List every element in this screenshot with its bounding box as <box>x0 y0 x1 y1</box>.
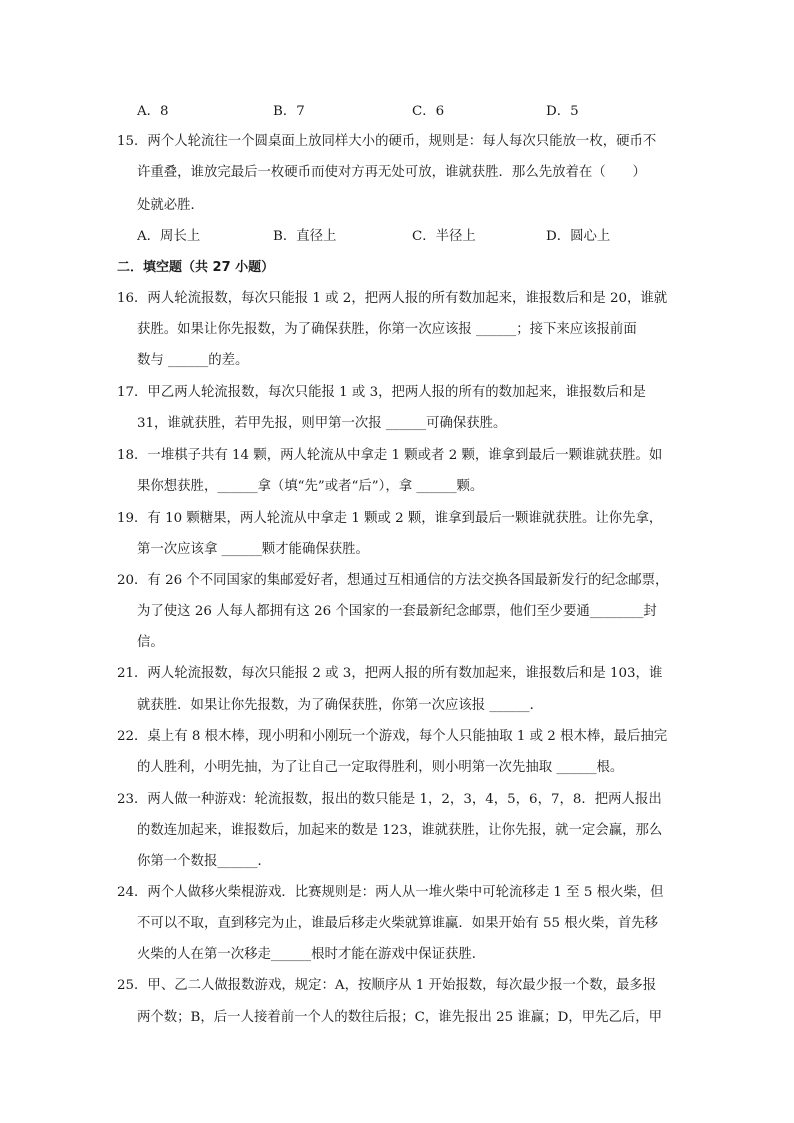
q21-line-2: 就获胜．如果让你先报数，为了确保获胜，你第一次应该报 ______． <box>137 698 543 713</box>
q19-line-1: 19．有 10 颗糖果，两人轮流从中拿走 1 颗或 2 颗，谁拿到最后一颗谁就获胜。让你先拿， <box>117 511 663 526</box>
q16-line-2: 获胜。如果让你先报数，为了确保获胜，你第一次应该报 ______；接下来应该报前面 <box>137 322 637 337</box>
q15-option-d: D．圆心上 <box>546 229 611 244</box>
q14-option-a: A．8 <box>137 104 169 119</box>
q23-line-3: 你第一个数报______． <box>137 854 271 869</box>
q14-option-b: B．7 <box>273 104 305 119</box>
q15-option-a: A．周长上 <box>137 229 201 244</box>
q15-option-b: B．直径上 <box>273 229 337 244</box>
q15-option-c: C．半径上 <box>412 229 476 244</box>
q14-option-c: C．6 <box>412 104 445 119</box>
q20-line-2: 为了使这 26 人每人都拥有这 26 个国家的一套最新纪念邮票，他们至少要通________封 <box>137 604 657 619</box>
q24-line-3: 火柴的人在第一次移走______根时才能在游戏中保证获胜． <box>137 947 486 962</box>
q19-line-2: 第一次应该拿 ______颗才能确保获胜。 <box>137 542 369 557</box>
q22-line-1: 22．桌上有 8 根木棒，现小明和小刚玩一个游戏，每个人只能抽取 1 或 2 根木棒，最后抽完 <box>117 729 668 744</box>
q15-line-2: 许重叠，谁放完最后一枚硬币而使对方再无处可放，谁就获胜．那么先放着在（ ） <box>137 165 646 180</box>
q24-line-1: 24．两个人做移火柴棍游戏．比赛规则是：两人从一堆火柴中可轮流移走 1 至 5 根火柴，但 <box>117 885 664 900</box>
q23-line-2: 的数连加起来，谁报数后，加起来的数是 123，谁就获胜，让你先报，就一定会赢，那么 <box>137 823 663 838</box>
q20-line-3: 信。 <box>137 635 164 650</box>
q18-line-1: 18．一堆棋子共有 14 颗，两人轮流从中拿走 1 颗或者 2 颗，谁拿到最后一颗谁就获胜。如 <box>117 448 663 463</box>
q24-line-2: 不可以不取，直到移完为止，谁最后移走火柴就算谁赢．如果开始有 55 根火柴，首先移 <box>137 916 659 931</box>
q16-line-1: 16．两人轮流报数，每次只能报 1 或 2，把两人报的所有数加起来，谁报数后和是 20，谁就 <box>117 291 668 306</box>
q25-line-2: 两个数；B，后一人接着前一个人的数往后报；C，谁先报出 25 谁赢；D，甲先乙后，甲 <box>137 1010 663 1025</box>
q17-line-2: 31，谁就获胜，若甲先报，则甲第一次报 ______可确保获胜。 <box>137 416 507 431</box>
q18-line-2: 果你想获胜，______拿（填“先”或者“后”），拿 ______颗。 <box>137 479 484 494</box>
q17-line-1: 17．甲乙两人轮流报数，每次只能报 1 或 3，把两人报的所有的数加起来，谁报数后和是 <box>117 385 646 400</box>
q22-line-2: 的人胜利，小明先抽，为了让自己一定取得胜利，则小明第一次先抽取 ______根。 <box>137 760 624 775</box>
q20-line-1: 20．有 26 个不同国家的集邮爱好者，想通过互相通信的方法交换各国最新发行的纪念邮票， <box>117 573 669 588</box>
q15-line-1: 15．两个人轮流往一个圆桌面上放同样大小的硬币，规则是：每人每次只能放一枚，硬币不 <box>117 134 657 149</box>
q15-line-3: 处就必胜． <box>137 198 204 213</box>
q14-option-d: D．5 <box>546 104 579 119</box>
q23-line-1: 23．两人做一种游戏：轮流报数，报出的数只能是 1，2，3，4，5，6，7，8．把两人报出 <box>117 792 662 807</box>
q25-line-1: 25．甲、乙二人做报数游戏，规定：A，按顺序从 1 开始报数，每次最少报一个数，最多报 <box>117 978 657 993</box>
q21-line-1: 21．两人轮流报数，每次只能报 2 或 3，把两人报的所有数加起来，谁报数后和是 103，谁 <box>117 666 663 681</box>
q16-line-3: 数与 ______的差。 <box>137 353 249 368</box>
section-title: 二．填空题（共 27 小题） <box>117 260 275 275</box>
